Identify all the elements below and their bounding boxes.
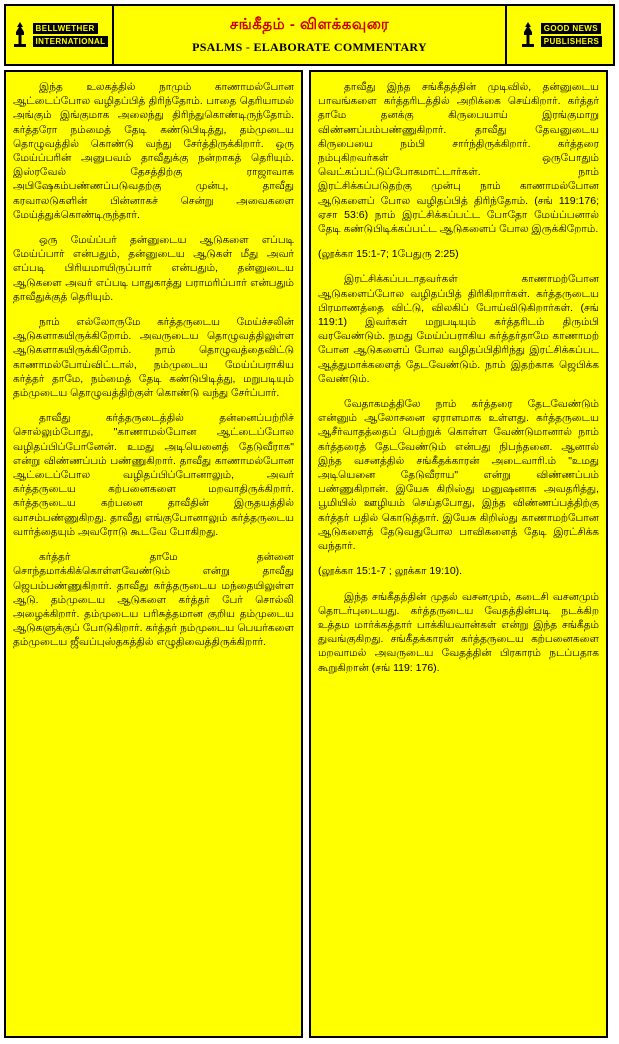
page-header <box>4 4 615 66</box>
paragraph: தாவீது கர்த்தருடைத்தில் தன்னைப்பற்றிச் சொல்லும்போது, "காணாமல்போன ஆட்டைப்போல வழிதப்பிப்போனேன். உமது அடியெனைத் தேடுவீராக" என்று விண்ணப்பம் பண்ணுகிறார். தாவீது காணாமல்போன ஆட்டைப்போல வழிதப்பிப்போனாலும், அவர் கர்த்தருடைய கற்பனைகளை மறவாதிருக்கிறார். கர்த்தருடைய கற்பனை தாவீதின் இருதயத்தில் வாசம்பண்ணுகிறது. தாவீது எங்குபோனாலும் கர்த்தருடைய வார்த்தையும் அவரோடு கூடவே போகிறது. <box>13 412 294 538</box>
paragraph: கர்த்தர் தாமே தன்னை சொந்தமாக்கிக்கொள்ளவேண்டும் என்று தாவீது ஜெபம்பண்ணுகிறார். தாவீது கர்த்தருடைய மந்தையிலுள்ள ஆடு. தம்முடைய ஆடுகளை கர்த்தர் பேர் சொல்லி அழைக்கிறார். தம்முடைய பரிசுத்தமான குறிய தம்முடைய ஆடுகளுக்குப் போடுகிறார். கர்த்தர் நம்முடைய பெயர்களை தம்முடைய ஜீவப்புஸ்தகத்தில் எழுதிவைத்திருக்கிறார். <box>13 551 294 649</box>
logo-line-2: INTERNATIONAL <box>33 36 109 47</box>
logo-row-left <box>9 22 109 48</box>
logo-text-right <box>541 23 603 47</box>
publisher-logo-right <box>505 6 613 64</box>
right-column <box>309 70 608 1038</box>
logo-line-1: BELLWETHER <box>33 23 98 34</box>
logo-line-1: GOOD NEWS <box>541 23 601 34</box>
page-body <box>4 70 615 1038</box>
paragraph: இரட்சிக்கப்படாதவர்கள் காணாமற்போன ஆடுகளைப்போல வழிதப்பித் திரிகிறார்கள். கர்த்தருடைய பிரமாணத்தை விட்டு, விலகிப் போய்விடுகிறார்கள். (சங் 119:1) இவர்கள் மறுபடியும் கர்த்தரிடம் திரும்பி வரவேண்டும். நமது மேய்ப்பராகிய கர்த்தர்தாமே காணாமற் போன ஆடுகளைப் போல வழிதப்பிதிரிந்து இரட்சிக்கப்பட ஆத்துமாக்களைத் தேடவேண்டும். நாம் இதற்காக ஜெபிக்க வேண்டும். <box>318 273 599 385</box>
left-column <box>4 70 303 1038</box>
title-english: PSALMS - ELABORATE COMMENTARY <box>192 39 427 54</box>
paragraph: இந்த சங்கீதத்தின் முதல் வசனமும், கடைசி வசனமும் தொடர்புடையது. கர்த்தருடைய வேதத்தின்படி நடக்கிற உத்தம மார்க்கத்தார் பாக்கியவான்கள் என்று இந்த சங்கீதம் துவங்குகிறது. சங்கீதக்காரன் கர்த்தருடைய கற்பனைகளை மறவாமல் அவருடைய வேதத்தின் பிரகாரம் நடப்பதாக கூறுகிறான் (சங் 119: 176). <box>318 590 599 674</box>
torch-icon <box>10 22 30 48</box>
page-title <box>114 6 505 64</box>
paragraph: தாவீது இந்த சங்கீதத்தின் முடிவில், தன்னுடைய பாவங்களை கர்த்தரிடத்தில் அறிக்கை செய்கிறார். கர்த்தர் தாமே தனக்கு கிருபையாய் இரங்குமாறு விண்ணப்பம்பண்ணுகிறார். தாவீது தேவனுடைய கிருபையை நம்பி சார்ந்திருக்கிறார். கர்த்தரை நம்புகிறவர்கள் ஒருபோதும் வெட்கப்பட்டுப்போகமாட்டார்கள். நாம் இரட்சிக்கப்படுதற்கு முன்பு நாம் காணாமல்போன ஆடுகளைப் போல வழிதப்பித் திரிந்தோம். (சங் 119:176; ஏசா 53:6) நாம் இரட்சிக்கப்பட்ட போதோ மேய்ப்பனால் தேடி கண்டுபிடிக்கப்பட்ட ஆடுகளைப் போல இருக்கிறோம். <box>318 81 599 236</box>
scripture-reference: (லூக்கா 15:1-7 ; லூக்கா 19:10). <box>318 565 463 578</box>
scripture-reference: (லூக்கா 15:1-7; 1பேதுரு 2:25) <box>318 248 459 261</box>
paragraph: வேதாகமத்திலே நாம் கர்த்தரை தேடவேண்டும் என்னும் ஆலோசனை ஏராளமாக உள்ளது. கர்த்தருடைய ஆசீர்வாதத்தைப் பெற்றுக் கொள்ள வேண்டுமானால் நாம் கர்த்தரைத் தேடவேண்டும் என்பது நிபந்தனை. ஆனால் இந்த வசனத்தில் சங்கீதக்காரன் அடைவாரி.ம் "உமது அடியெனை தேடுவீராய" என்று விண்ணப்பம் பண்ணுகிறான். இயேசு கிறிஸ்து மனுஷனாக அவதரித்து, பூமியில் ஊழியம் செய்தபோது, இந்த விண்ணப்பத்திற்கு கர்த்தர் பதில் கொடுத்தார். இயேசு கிறிஸ்து காணாமற்போன ஆடுகளைத் தேடுவதுபோல பாவிகளைத் தேடி இரட்சிக்க வந்தார். <box>318 398 599 553</box>
publisher-logo-left <box>6 6 114 64</box>
logo-row-right <box>510 22 610 48</box>
paragraph: இந்த உலகத்தில் நாமும் காணாமல்போன ஆட்டைப்போல வழிதப்பித் திரிந்தோம். பாதை தெரியாமல் அங்கும் இங்குமாக அலைந்து திரிந்துகொண்டிருந்தோம். கர்த்தரோ நம்மைத் தேடி கண்டுபிடித்து, தம்முடைய தொழுவத்தில் கொண்டு வந்து சேர்த்திருக்கிறார். ஒரு மேய்ப்பரின் அனுபவம் தாவீதுக்கு நன்றாகத் தெரியும். இஸ்ரவேல் தேசத்திற்கு ராஜாவாக அபிஷேகம்பண்ணப்படுவதற்கு முன்பு, தாவீது கரவாலடுகளின் பின்னாகச் சென்று அவைகளை மேய்த்துக்கொண்டிருந்தார். <box>13 81 294 221</box>
paragraph: ஒரு மேய்ப்பர் தன்னுடைய ஆடுகளை எப்படி மேய்ப்பார் என்பதும், தன்னுடைய ஆடுகள் மீது அவர் எப்படி பிரியமாயிருப்பார் என்பதும், தன்னுடைய ஆடுகளை அவர் எப்படி பாதுகாத்து பராமரிப்பார் என்பதும் தாவீதுக்குத் தெரியும். <box>13 234 294 303</box>
paragraph: நாம் எல்லோருமே கர்த்தருடைய மேய்ச்சலின் ஆடுகளாகயிருக்கிறோம். அவருடைய தொழுவத்திலுள்ள ஆடுகளாகயிருக்கிறோம். நாம் தொழுவத்தைவிட்டு காணாமல்போய்விட்டால், நம்முடைய மேய்ப்பராகிய கர்த்தர் தாமே, நம்மைத் தேடி கண்டுபிடித்து, மறுபடியும் தம்முடைய தொழுவத்திற்குள் கொண்டு வந்து சேர்ப்பார். <box>13 316 294 400</box>
title-tamil: சங்கீதம் - விளக்கவுரை <box>229 15 390 33</box>
torch-icon <box>518 22 538 48</box>
logo-line-2: PUBLISHERS <box>541 36 603 47</box>
logo-text-left <box>33 23 109 47</box>
